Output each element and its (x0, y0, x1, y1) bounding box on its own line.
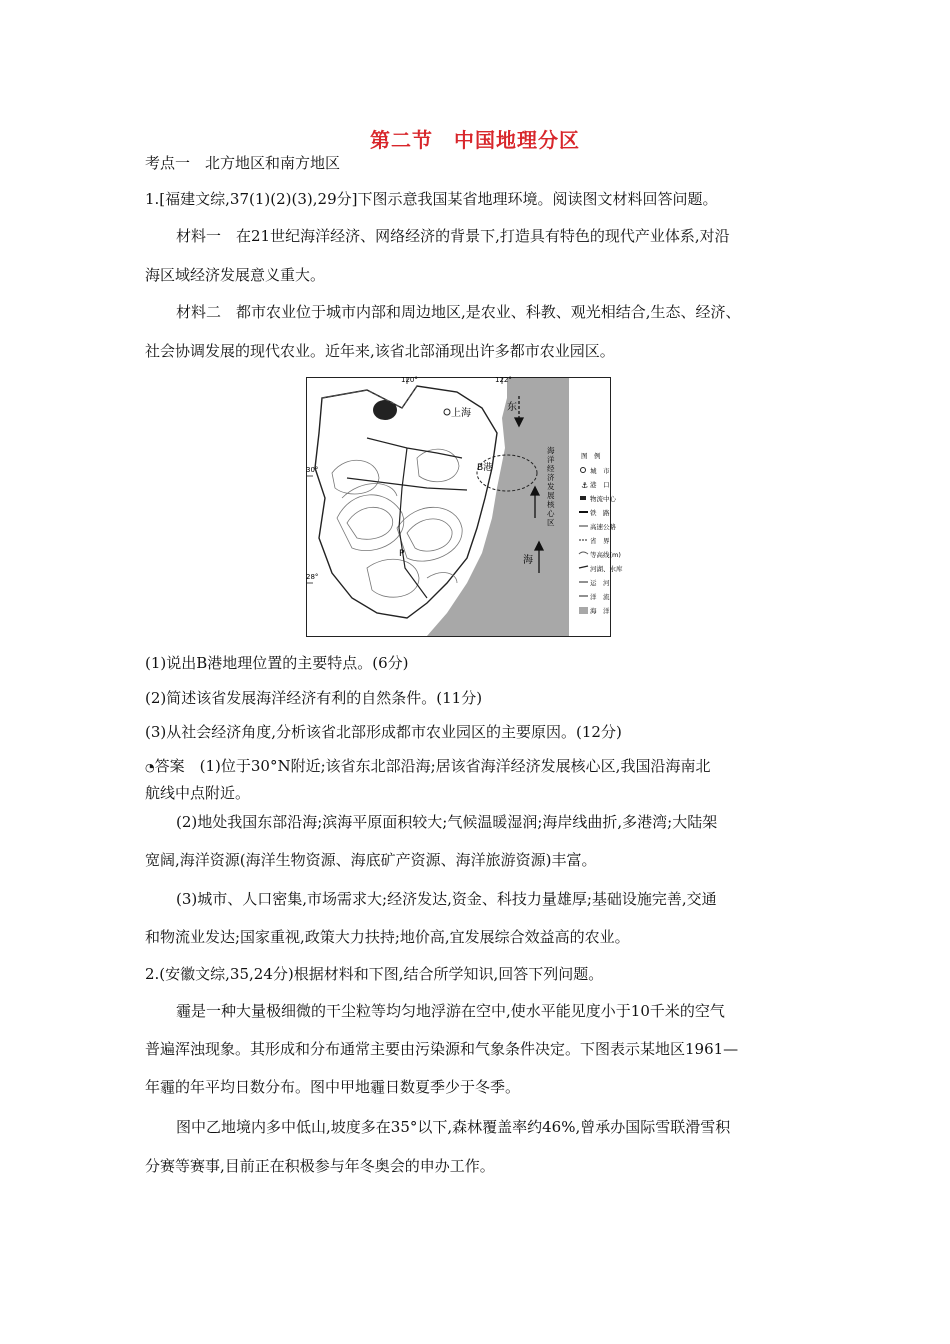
page-title: 第二节 中国地理分区 (370, 128, 580, 152)
answer3-line2: 和物流业发达;国家重视,政策大力扶持;地价高,宜发展综合效益高的农业。 (145, 928, 630, 946)
shanghai-city-icon (444, 409, 450, 415)
q1-material1-line2: 海区域经济发展意义重大。 (145, 266, 326, 284)
svg-text:经: 经 (547, 464, 555, 473)
q1-sub3: (3)从社会经济角度,分析该省北部形成都市农业园区的主要原因。(12分) (145, 723, 622, 741)
q1-material2-line1: 材料二 都市农业位于城市内部和周边地区,是农业、科教、观光相结合,生态、经济、 (176, 303, 741, 321)
q1-sub1: (1)说出B港地理位置的主要特点。(6分) (145, 654, 409, 672)
sea-label: 海 (523, 555, 533, 566)
svg-text:⚓: ⚓ (581, 481, 589, 490)
lat-30-label: 30° (306, 466, 319, 474)
b-port-label: B港 (477, 463, 493, 473)
section-heading: 考点一 北方地区和南方地区 (145, 154, 341, 172)
lat-28-label: 28° (306, 573, 319, 581)
p-label: P (399, 549, 405, 559)
answer2-line1: (2)地处我国东部沿海;滨海平原面积较大;气候温暖湿润;海岸线曲折,多港湾;大陆架 (176, 813, 718, 831)
answer2-line2: 宽阔,海洋资源(海洋生物资源、海底矿产资源、海洋旅游资源)丰富。 (145, 851, 597, 869)
svg-text:省 界: 省 界 (590, 537, 610, 545)
east-label: 东 (507, 402, 517, 413)
lake (373, 400, 397, 420)
svg-text:港 口: 港 口 (590, 481, 610, 489)
svg-text:海 洋: 海 洋 (590, 607, 610, 615)
answer1-line2: 航线中点附近。 (145, 784, 251, 802)
shanghai-label: 上海 (451, 408, 471, 419)
svg-text:心: 心 (547, 509, 555, 518)
province-map-svg (306, 376, 623, 636)
q1-header: 1.[福建文综,37(1)(2)(3),29分]下图示意我国某省地理环境。阅读图文材料回答问题。 (145, 190, 718, 208)
svg-text:运 河: 运 河 (590, 579, 610, 587)
svg-text:区: 区 (547, 518, 555, 527)
svg-text:城 市: 城 市 (590, 467, 610, 475)
answer3-line1: (3)城市、人口密集,市场需求大;经济发达,资金、科技力量雄厚;基础设施完善,交通 (176, 890, 717, 908)
svg-text:济: 济 (547, 473, 555, 482)
svg-text:海: 海 (547, 446, 555, 455)
svg-text:物流中心: 物流中心 (590, 495, 616, 503)
svg-text:展: 展 (547, 491, 555, 500)
q2-p2-line2: 分赛等赛事,目前正在积极参与年冬奥会的申办工作。 (145, 1157, 495, 1175)
svg-text:铁 路: 铁 路 (590, 509, 610, 517)
q2-p1-line2: 普遍浑浊现象。其形成和分布通常主要由污染源和气象条件决定。下图表示某地区1961— (145, 1040, 739, 1058)
q1-material2-line2: 社会协调发展的现代农业。近年来,该省北部涌现出许多都市农业园区。 (145, 342, 615, 360)
q1-material1-line1: 材料一 在21世纪海洋经济、网络经济的背景下,打造具有特色的现代产业体系,对沿 (176, 227, 730, 245)
q2-p1-line3: 年霾的年平均日数分布。图中甲地霾日数夏季少于冬季。 (145, 1078, 521, 1096)
svg-text:高速公路: 高速公路 (590, 523, 616, 531)
core-zone-label (547, 445, 555, 527)
answer1-line1: ◔答案 (1)位于30°N附近;该省东北部沿海;居该省海洋经济发展核心区,我国沿海南北 (145, 757, 711, 775)
svg-text:洋 流: 洋 流 (590, 593, 610, 601)
map-legend (579, 451, 623, 615)
svg-text:核: 核 (547, 500, 555, 509)
q2-p1-line1: 霾是一种大量极细微的干尘粒等均匀地浮游在空中,使水平能见度小于10千米的空气 (176, 1002, 725, 1020)
lon-122-label: 122° (495, 376, 512, 384)
q1-sub2: (2)简述该省发展海洋经济有利的自然条件。(11分) (145, 689, 483, 707)
q2-p2-line1: 图中乙地境内多中低山,坡度多在35°以下,森林覆盖率约46%,曾承办国际雪联滑雪积 (176, 1118, 731, 1136)
svg-text:发: 发 (547, 482, 555, 491)
answer-icon: ◔ (145, 761, 155, 774)
svg-text:河湖、水库: 河湖、水库 (590, 565, 623, 573)
svg-text:洋: 洋 (547, 455, 555, 464)
svg-text:等高线(m): 等高线(m) (590, 551, 621, 559)
legend-header: 图 例 (581, 452, 601, 460)
lon-120-label: 120° (401, 376, 418, 384)
q2-header: 2.(安徽文综,35,24分)根据材料和下图,结合所学知识,回答下列问题。 (145, 965, 604, 983)
province-map (306, 376, 623, 637)
